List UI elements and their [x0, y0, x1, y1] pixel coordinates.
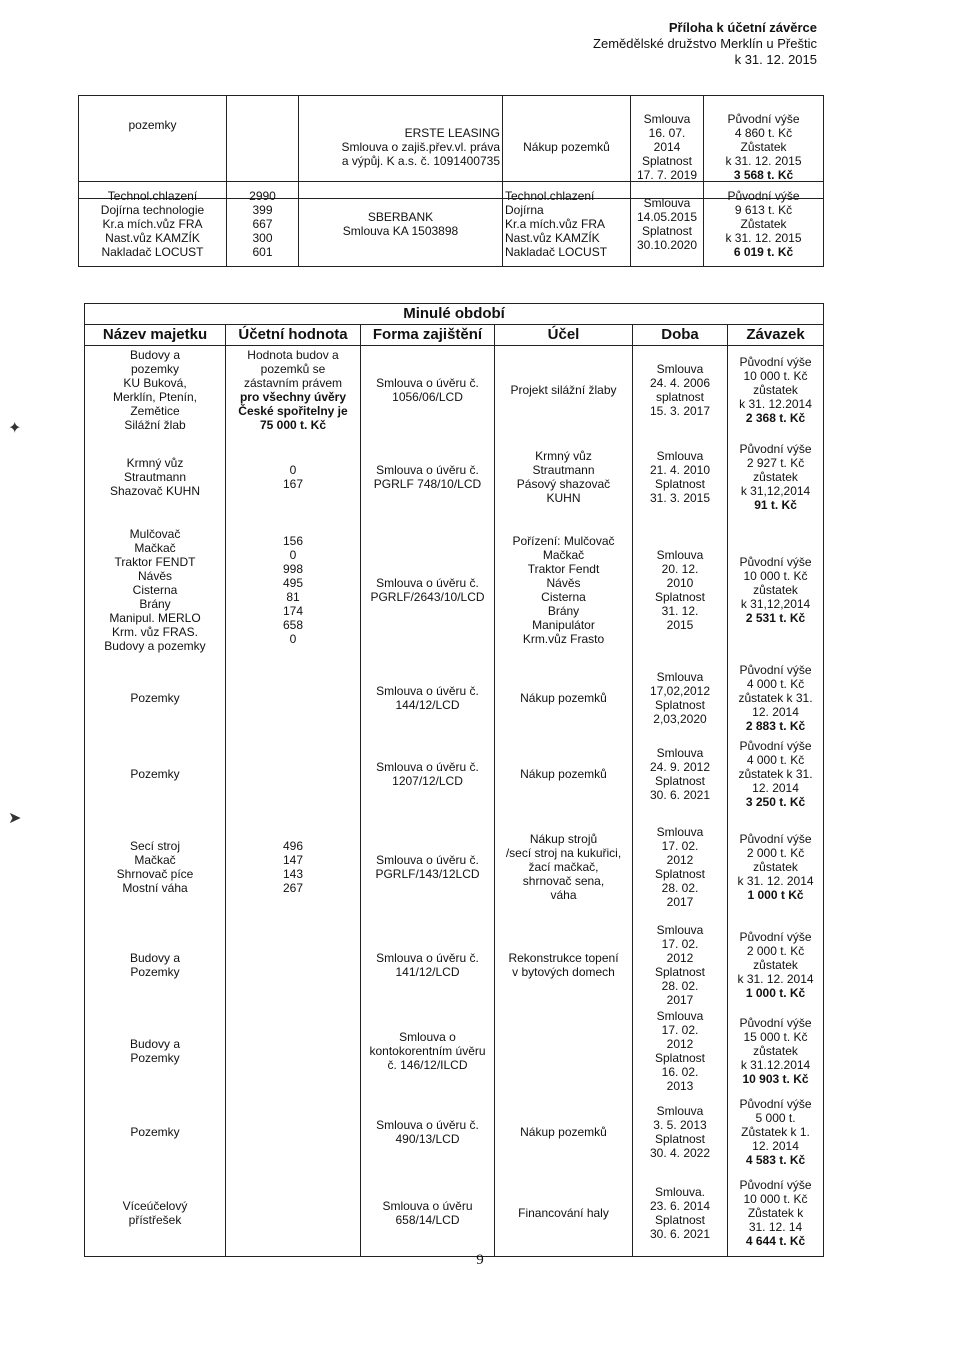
cell-obligation [728, 346, 824, 435]
top-table-sberbank [78, 181, 824, 267]
cell-book-value [226, 1170, 361, 1257]
obligation-bold-text: 2 883 t. Kč [745, 719, 806, 733]
asset-name-text: Pozemky [130, 1125, 180, 1139]
header-title: Příloha k účetní závěrce [668, 20, 817, 35]
cell-duration [633, 434, 728, 520]
cell-book-value [226, 434, 361, 520]
top-obligation-amount: 3 568 t. Kč [733, 168, 794, 182]
book-value-text: 0 167 [282, 463, 304, 491]
asset-name-text: Budovy a Pozemky [129, 951, 181, 979]
table-row [85, 736, 824, 812]
top-obligation-amount: 6 019 t. Kč [733, 245, 794, 259]
cell-duration [633, 1008, 728, 1094]
asset-name-text: Krmný vůz Strautmann Shazovač KUHN [109, 456, 201, 498]
duration-text: Smlouva 21. 4. 2010 Splatnost 31. 3. 2015 [649, 449, 711, 505]
duration-text: Smlouva 3. 5. 2013 Splatnost 30. 4. 2022 [649, 1104, 711, 1160]
cell-book-value [226, 520, 361, 660]
cell-security-form [361, 434, 495, 520]
duration-text: Smlouva. 23. 6. 2014 Splatnost 30. 6. 2021 [649, 1185, 711, 1241]
top-duration: Smlouva 16. 07. 2014 Splatnost 17. 7. 2019 [631, 96, 704, 199]
header-security-form: Forma zajištění [361, 325, 495, 346]
book-value-text: Hodnota budov a pozemků se zástavním právem [243, 348, 343, 390]
cell-obligation [728, 1008, 824, 1094]
obligation-bold-text: 4 644 t. Kč [745, 1234, 806, 1248]
duration-text: Smlouva 17. 02. 2012 Splatnost 16. 02. 2013 [654, 1009, 706, 1093]
obligation-text: Původní výše 10 000 t. Kč Zůstatek k 31. 12. 14 [739, 1178, 812, 1234]
cell-security-form [361, 736, 495, 812]
header-company: Zemědělské družstvo Merklín u Přeštic [593, 36, 817, 51]
cell-purpose [495, 1008, 633, 1094]
table-row [85, 434, 824, 520]
top-purpose: Nákup pozemků [503, 96, 631, 199]
purpose-text: Rekonstrukce topení v bytových domech [508, 951, 619, 979]
asset-name-text: Pozemky [130, 691, 180, 705]
cell-obligation [728, 434, 824, 520]
obligation-bold-text: 4 583 t. Kč [745, 1153, 806, 1167]
table-row [85, 1094, 824, 1170]
cell-obligation [728, 1094, 824, 1170]
cell-purpose [495, 434, 633, 520]
top-provider: ERSTE LEASING Smlouva o zajiš.přev.vl. práva a výpůj. K a.s. č. 1091400735 [299, 96, 503, 199]
cell-book-value [226, 1008, 361, 1094]
obligation-bold-text: 91 t. Kč [754, 498, 797, 512]
top-obligation-text: Původní výše 9 613 t. Kč Zůstatek k 31. 12. 2015 [725, 189, 802, 245]
purpose-text: Nákup strojů /secí stroj na kukuřici, žací mačkač, shrnovač sena, váha [505, 832, 622, 902]
purpose-text: Nákup pozemků [520, 1125, 607, 1139]
cell-duration [633, 1094, 728, 1170]
obligation-text: Původní výše 10 000 t. Kč zůstatek k 31,12,2014 [739, 555, 812, 611]
main-table [84, 303, 824, 1257]
cell-duration [633, 812, 728, 922]
cell-asset-name [85, 434, 226, 520]
cell-obligation [728, 520, 824, 660]
security-form-text: Smlouva o úvěru č. 144/12/LCD [376, 684, 479, 712]
security-form-text: Smlouva o úvěru č. 1056/06/LCD [376, 376, 479, 404]
cell-purpose [495, 346, 633, 435]
period-title: Minulé období [85, 304, 824, 325]
cell-book-value [226, 1094, 361, 1170]
margin-mark: ✦ [8, 420, 22, 437]
asset-name-text: Víceúčelový přístřešek [122, 1199, 188, 1227]
header-book-value: Účetní hodnota [226, 325, 361, 346]
duration-text: Smlouva 17. 02. 2012 Splatnost 28. 02. 2017 [654, 825, 706, 909]
cell-asset-name [85, 1170, 226, 1257]
top-assets: Technol.chlazení Dojírna technologie Kr.a mích.vůz FRA Nast.vůz KAMZÍK Nakladač LOCUST [100, 189, 205, 259]
cell-purpose [495, 660, 633, 736]
duration-text: Smlouva 17. 02. 2012 Splatnost 28. 02. 2017 [654, 923, 706, 1007]
cell-security-form [361, 660, 495, 736]
cell-security-form [361, 346, 495, 435]
obligation-text: Původní výše 15 000 t. Kč zůstatek k 31.12.2014 [739, 1016, 812, 1072]
cell-book-value [226, 812, 361, 922]
cell-duration [633, 660, 728, 736]
cell-purpose [495, 922, 633, 1008]
cell-security-form [361, 1170, 495, 1257]
asset-name-text: Pozemky [130, 767, 180, 781]
table-row [85, 812, 824, 922]
header-duration: Doba [633, 325, 728, 346]
security-form-text: Smlouva o úvěru č. PGRLF/2643/10/LCD [370, 576, 485, 604]
purpose-text: Nákup pozemků [520, 767, 607, 781]
asset-name-text: Budovy a pozemky KU Buková, Merklín, Ptenín, Zemětice Silážní žlab [112, 348, 198, 432]
table-row [85, 1008, 824, 1094]
top-obligation-text: Původní výše 4 860 t. Kč Zůstatek k 31. 12. 2015 [725, 112, 802, 168]
cell-purpose [495, 1094, 633, 1170]
obligation-text: Původní výše 2 927 t. Kč zůstatek k 31,12,2014 [739, 442, 812, 498]
page-number: 9 [476, 1252, 484, 1268]
cell-book-value [226, 736, 361, 812]
security-form-text: Smlouva o úvěru 658/14/LCD [382, 1199, 473, 1227]
document-header [593, 20, 817, 68]
security-form-text: Smlouva o úvěru č. PGRLF/143/12LCD [375, 853, 480, 881]
obligation-text: Původní výše 2 000 t. Kč zůstatek k 31. 12. 2014 [737, 930, 814, 986]
top-provider: SBERBANK Smlouva KA 1503898 [299, 182, 503, 267]
header-obligation: Závazek [728, 325, 824, 346]
purpose-text: Krmný vůz Strautmann Pásový shazovač KUHN [516, 449, 611, 505]
obligation-text: Původní výše 2 000 t. Kč zůstatek k 31. 12. 2014 [737, 832, 814, 888]
asset-name-text: Mulčovač Mačkač Traktor FENDT Návěs Cisterna Brány Manipul. MERLO Krm. vůz FRAS. Budovy a pozemky [104, 527, 206, 653]
table-row [85, 520, 824, 660]
cell-asset-name [85, 736, 226, 812]
cell-security-form [361, 1094, 495, 1170]
header-purpose: Účel [495, 325, 633, 346]
cell-book-value [226, 922, 361, 1008]
book-value-text: 156 0 998 495 81 174 658 0 [282, 534, 304, 646]
security-form-text: Smlouva o úvěru č. PGRLF 748/10/LCD [373, 463, 482, 491]
cell-duration [633, 736, 728, 812]
cell-asset-name [85, 520, 226, 660]
cell-security-form [361, 1008, 495, 1094]
book-value-bold-text: pro všechny úvěry České spořitelny je 75 000 t. Kč [238, 390, 348, 432]
cell-asset-name [85, 922, 226, 1008]
top-values: 2990 399 667 300 601 [227, 182, 299, 267]
purpose-text: Nákup pozemků [520, 691, 607, 705]
cell-obligation [728, 812, 824, 922]
cell-asset-name [85, 660, 226, 736]
purpose-text: Projekt silážní žlaby [510, 383, 617, 397]
obligation-text: Původní výše 10 000 t. Kč zůstatek k 31. 12.2014 [739, 355, 812, 411]
top-obligation [704, 182, 824, 267]
cell-purpose [495, 736, 633, 812]
cell-asset-name [85, 346, 226, 435]
cell-security-form [361, 812, 495, 922]
cell-duration [633, 346, 728, 435]
cell-duration [633, 520, 728, 660]
table-row [85, 660, 824, 736]
obligation-bold-text: 2 531 t. Kč [745, 611, 806, 625]
cell-purpose [495, 812, 633, 922]
duration-text: Smlouva 24. 4. 2006 splatnost 15. 3. 2017 [649, 362, 711, 418]
obligation-bold-text: 10 903 t. Kč [742, 1072, 809, 1086]
obligation-bold-text: 3 250 t. Kč [745, 795, 806, 809]
purpose-text: Financování haly [518, 1206, 609, 1220]
obligation-text: Původní výše 5 000 t. Zůstatek k 1. 12. 2014 [739, 1097, 812, 1153]
top-assets: pozemky [128, 118, 177, 132]
cell-obligation [728, 1170, 824, 1257]
asset-name-text: Budovy a Pozemky [129, 1037, 181, 1065]
table-row [85, 346, 824, 435]
cell-purpose [495, 1170, 633, 1257]
header-asset-name: Název majetku [85, 325, 226, 346]
obligation-text: Původní výše 4 000 t. Kč zůstatek k 31. 12. 2014 [738, 739, 813, 795]
duration-text: Smlouva 17,02,2012 Splatnost 2,03,2020 [649, 670, 711, 726]
cell-asset-name [85, 1008, 226, 1094]
security-form-text: Smlouva o úvěru č. 141/12/LCD [376, 951, 479, 979]
security-form-text: Smlouva o úvěru č. 1207/12/LCD [376, 760, 479, 788]
duration-text: Smlouva 24. 9. 2012 Splatnost 30. 6. 2021 [649, 746, 711, 802]
header-date: k 31. 12. 2015 [734, 52, 817, 67]
cell-security-form [361, 922, 495, 1008]
cell-security-form [361, 520, 495, 660]
purpose-text: Pořízení: Mulčovač Mačkač Traktor Fendt Návěs Cisterna Brány Manipulátor Krm.vůz Frasto [512, 534, 615, 646]
asset-name-text: Secí stroj Mačkač Shrnovač píce Mostní váha [116, 839, 194, 895]
margin-mark: ➤ [8, 810, 22, 827]
cell-duration [633, 1170, 728, 1257]
book-value-text: 496 147 143 267 [282, 839, 304, 895]
cell-obligation [728, 736, 824, 812]
security-form-text: Smlouva o kontokorentním úvěru č. 146/12/ILCD [369, 1030, 486, 1072]
cell-obligation [728, 922, 824, 1008]
table-row [85, 1170, 824, 1257]
cell-book-value [226, 660, 361, 736]
cell-purpose [495, 520, 633, 660]
cell-asset-name [85, 812, 226, 922]
cell-duration [633, 922, 728, 1008]
duration-text: Smlouva 20. 12. 2010 Splatnost 31. 12. 2015 [654, 548, 706, 632]
top-purpose: Technol.chlazení Dojírna Kr.a mích.vůz FRA Nast.vůz KAMZÍK Nakladač LOCUST [503, 182, 631, 267]
cell-obligation [728, 660, 824, 736]
obligation-bold-text: 1 000 t Kč [747, 888, 804, 902]
security-form-text: Smlouva o úvěru č. 490/13/LCD [376, 1118, 479, 1146]
cell-book-value [226, 346, 361, 435]
table-row [85, 922, 824, 1008]
obligation-bold-text: 2 368 t. Kč [745, 411, 806, 425]
obligation-text: Původní výše 4 000 t. Kč zůstatek k 31. 12. 2014 [738, 663, 813, 719]
obligation-bold-text: 1 000 t. Kč [745, 986, 806, 1000]
cell-asset-name [85, 1094, 226, 1170]
top-duration: Smlouva 14.05.2015 Splatnost 30.10.2020 [631, 182, 704, 267]
